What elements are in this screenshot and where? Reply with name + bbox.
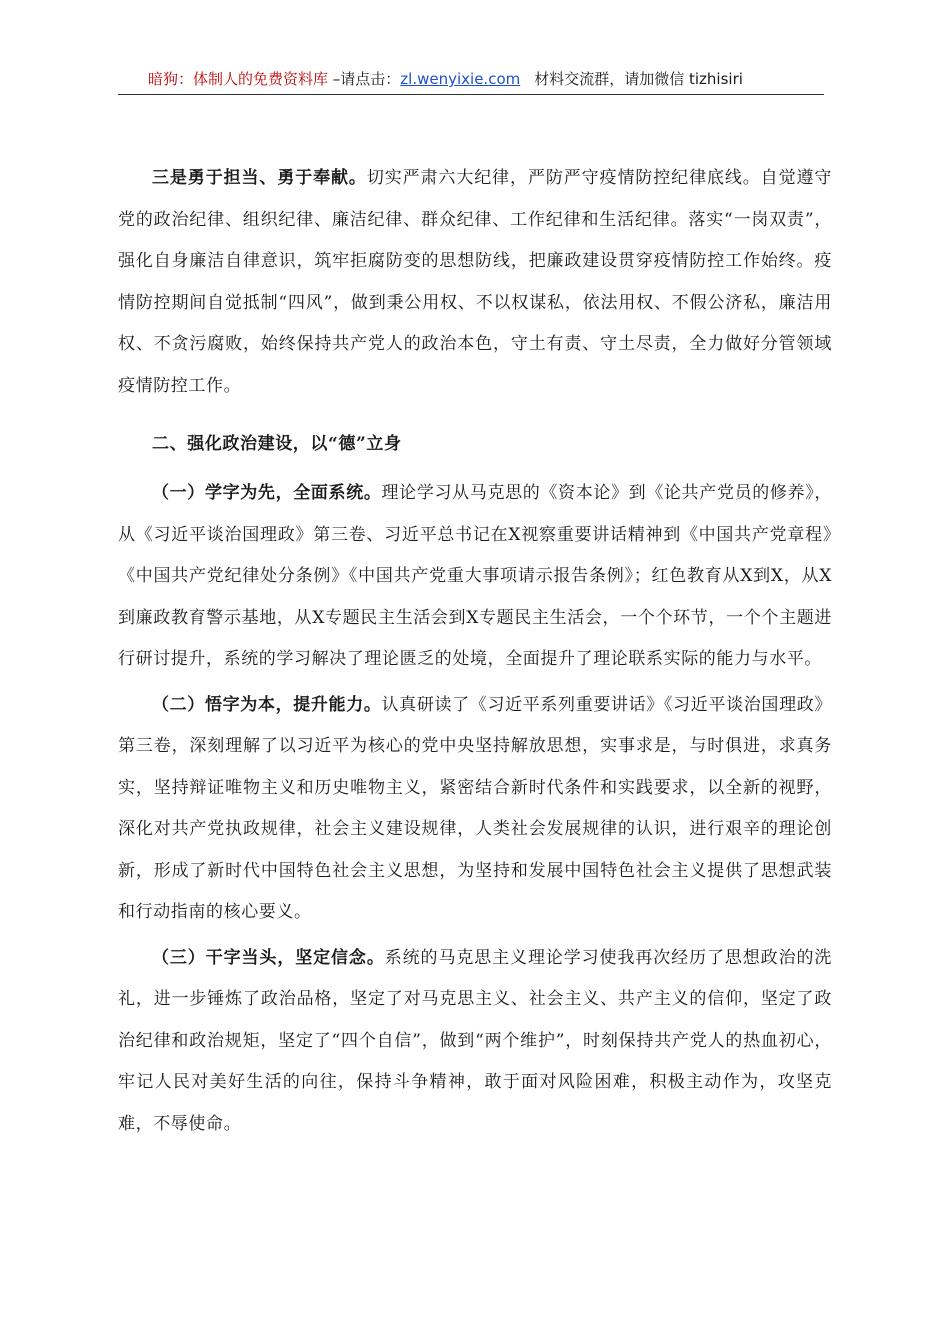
header-brand: 暗狗：体制人的免费资料库 — [148, 70, 329, 88]
section-text: 系统的马克思主义理论学习使我再次经历了思想政治的洗礼，进一步锤炼了政治品格，坚定了对马克思主义、社会主义、共产主义的信仰，坚定了政治纪律和政治规矩，坚定了“四个自信”，做到“两个维护”，时刻保持共产党人的热血初心，牢记人民对美好生活的向往，保持斗争精神，敢于面对风险困难，积极主动作为，攻坚克难，不辱使命。 — [118, 947, 832, 1134]
section-item-1 — [118, 473, 832, 681]
paragraph-text: 切实严肃六大纪律，严防严守疫情防控纪律底线。自觉遵守党的政治纪律、组织纪律、廉洁纪律、群众纪律、工作纪律和生活纪律。落实“一岗双责”，强化自身廉洁自律意识，筑牢拒腐防变的思想防线，把廉政建设贯穿疫情防控工作始终。疫情防控期间自觉抵制“四风”，做到秉公用权、不以权谋私，依法用权、不假公济私，廉洁用权、不贪污腐败，始终保持共产党人的政治本色，守土有责、守土尽责，全力做好分管领域疫情防控工作。 — [118, 168, 832, 396]
header-separator: –请点击： — [328, 70, 401, 88]
section-lead: （三）干字当头，坚定信念。 — [152, 947, 385, 968]
section-item-3 — [118, 938, 832, 1146]
document-body — [118, 158, 832, 1149]
paragraph-lead: 三是勇于担当、勇于奉献。 — [152, 168, 367, 188]
section-heading: 二、强化政治建设，以“德”立身 — [152, 434, 402, 454]
section-text: 理论学习从马克思的《资本论》到《论共产党员的修养》，从《习近平谈治国理政》第三卷、习近平总书记在X视察重要讲话精神到《中国共产党章程》《中国共产党纪律处分条例》《中国共产党重大事项请示报告条例》；红色教育从X到X，从X到廉政教育警示基地，从X专题民主生活会到X专题民主生活会，一个个环节，一个个主题进行研讨提升，系统的学习解决了理论匮乏的处境，全面提升了理论联系实际的能力与水平。 — [118, 483, 832, 669]
section-lead: （一）学字为先，全面系统。 — [152, 483, 382, 503]
section-item-2 — [118, 685, 832, 934]
header-link[interactable]: zl.wenyixie.com — [400, 70, 521, 88]
paragraph-integrity — [118, 158, 832, 407]
section-lead: （二）悟字为本，提升能力。 — [152, 694, 382, 715]
header-contact: 材料交流群，请加微信 tizhisiri — [534, 70, 743, 88]
section-text: 认真研读了《习近平系列重要讲话》《习近平谈治国理政》第三卷，深刻理解了以习近平为核心的党中央坚持解放思想，实事求是，与时俱进，求真务实，坚持辩证唯物主义和历史唯物主义，紧密结合新时代条件和实践要求，以全新的视野，深化对共产党执政规律，社会主义建设规律，人类社会发展规律的认识，进行艰辛的理论创新，形成了新时代中国特色社会主义思想，为坚持和发展中国特色社会主义提供了思想武装和行动指南的核心要义。 — [118, 694, 832, 922]
page-header — [118, 64, 824, 95]
